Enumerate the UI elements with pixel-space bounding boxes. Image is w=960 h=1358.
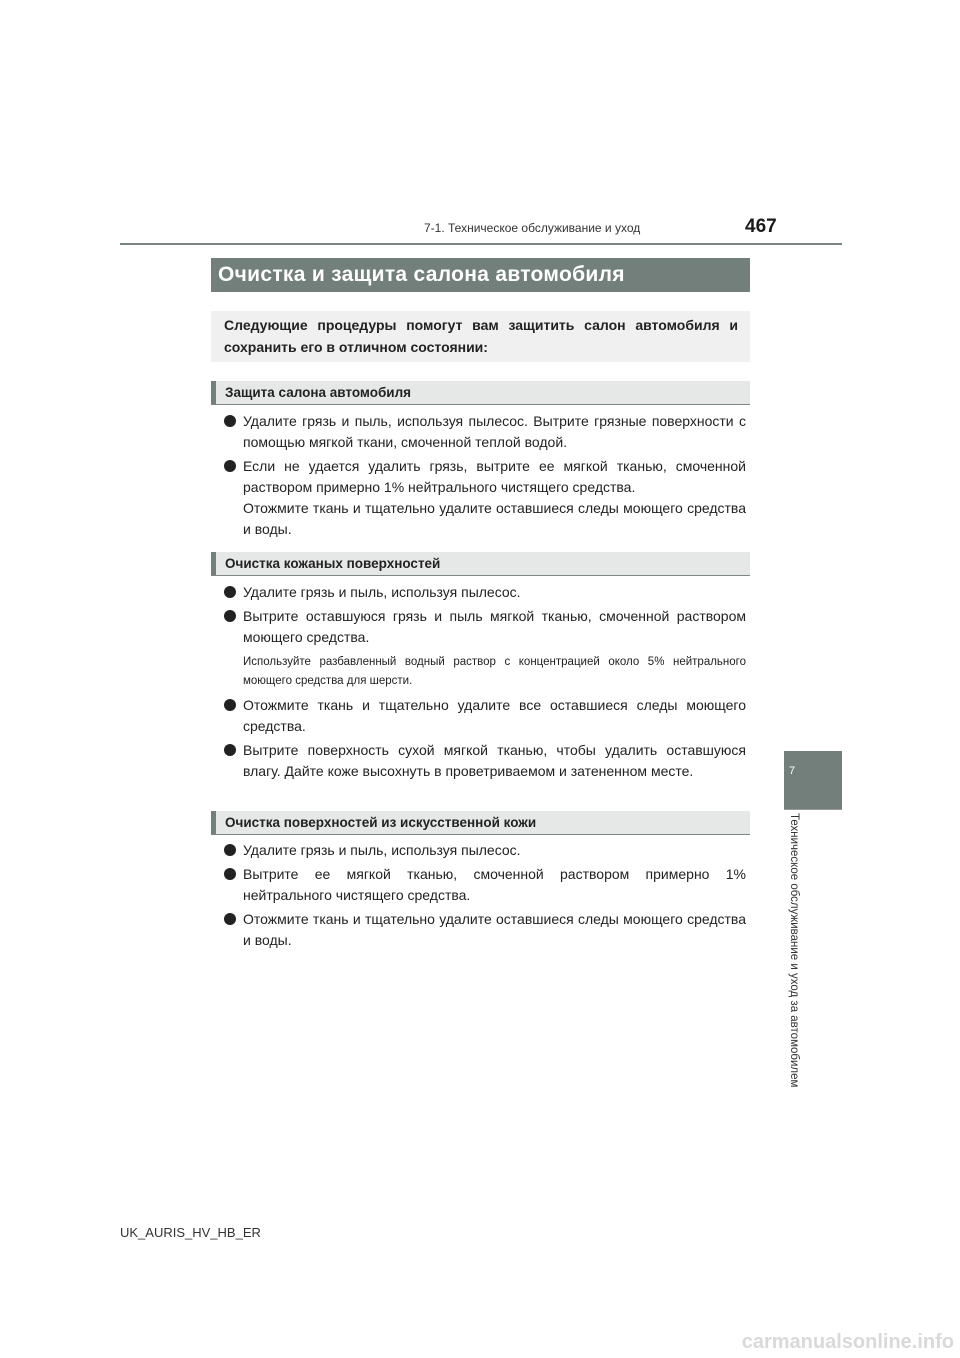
bullet-icon: [224, 913, 236, 925]
bullet-icon: [224, 844, 236, 856]
section-heading-bar: [211, 552, 216, 575]
section-heading-interior-protection: [211, 381, 750, 405]
bullet-list-interior-protection: [224, 411, 746, 543]
list-item: [224, 606, 746, 691]
list-item: [224, 864, 746, 906]
list-item-text: Удалите грязь и пыль, используя пылесос.: [243, 842, 521, 858]
bullet-list-artificial-leather: [224, 840, 746, 954]
list-item-text: Вытрите поверхность сухой мягкой тканью, чтобы удалить оставшуюся влагу. Дайте коже высохнуть в проветриваемом и затененном месте.: [243, 742, 746, 779]
list-item-text: Удалите грязь и пыль, используя пылесос.: [243, 584, 521, 600]
document-code-footer: UK_AURIS_HV_HB_ER: [120, 1225, 261, 1240]
list-item: [224, 695, 746, 737]
list-item: [224, 582, 746, 603]
chapter-tab-title: Техническое обслуживание и уход за автомобилем: [788, 813, 800, 1088]
chapter-tab: [784, 751, 842, 809]
header-rule: [120, 243, 842, 245]
bullet-list-leather: [224, 582, 746, 785]
list-item-text: Отожмите ткань и тщательно удалите оставшиеся следы моющего средства и воды.: [243, 911, 746, 948]
page-number: 467: [745, 216, 777, 237]
section-heading-bar: [211, 811, 216, 834]
bullet-icon: [224, 610, 236, 622]
list-item: [224, 909, 746, 951]
list-item: [224, 411, 746, 453]
list-item-text: Удалите грязь и пыль, используя пылесос. Вытрите грязные поверхности с помощью мягкой ткани, смоченной теплой водой.: [243, 413, 746, 450]
chapter-tab-rule: [784, 809, 842, 810]
bullet-icon: [224, 460, 236, 472]
list-item-text: Вытрите ее мягкой тканью, смоченной раствором примерно 1% нейтрального чистящего средства.: [243, 866, 746, 903]
list-item-note: Используйте разбавленный водный раствор с концентрацией около 5% нейтрального моющего средства для шерсти.: [243, 656, 746, 687]
list-item-text-continued: Отожмите ткань и тщательно удалите оставшиеся следы моющего средства и воды.: [243, 500, 746, 537]
bullet-icon: [224, 744, 236, 756]
running-header-section: 7-1. Техническое обслуживание и уход: [424, 221, 641, 235]
bullet-icon: [224, 586, 236, 598]
page-title: Очистка и защита салона автомобиля: [211, 258, 750, 292]
bullet-icon: [224, 699, 236, 711]
intro-box: Следующие процедуры помогут вам защитить салон автомобиля и сохранить его в отличном состоянии:: [211, 311, 750, 362]
bullet-icon: [224, 868, 236, 880]
bullet-icon: [224, 415, 236, 427]
section-heading-artificial-leather: [211, 811, 750, 835]
list-item-text: Вытрите оставшуюся грязь и пыль мягкой тканью, смоченной раствором моющего средства.: [243, 608, 746, 645]
watermark: carmanualsonline.info: [741, 1331, 954, 1353]
section-heading-text: Очистка кожаных поверхностей: [225, 556, 441, 571]
list-item-text: Если не удается удалить грязь, вытрите ее мягкой тканью, смоченной раствором примерно 1% нейтрального чистящего средства.: [243, 458, 746, 495]
list-item: [224, 456, 746, 540]
list-item: [224, 840, 746, 861]
section-heading-leather: [211, 552, 750, 576]
section-heading-text: Защита салона автомобиля: [225, 385, 412, 400]
section-heading-text: Очистка поверхностей из искусственной кожи: [225, 815, 537, 830]
chapter-tab-number: 7: [788, 765, 796, 777]
list-item: [224, 740, 746, 782]
section-heading-bar: [211, 381, 216, 404]
list-item-text: Отожмите ткань и тщательно удалите все оставшиеся следы моющего средства.: [243, 697, 746, 734]
